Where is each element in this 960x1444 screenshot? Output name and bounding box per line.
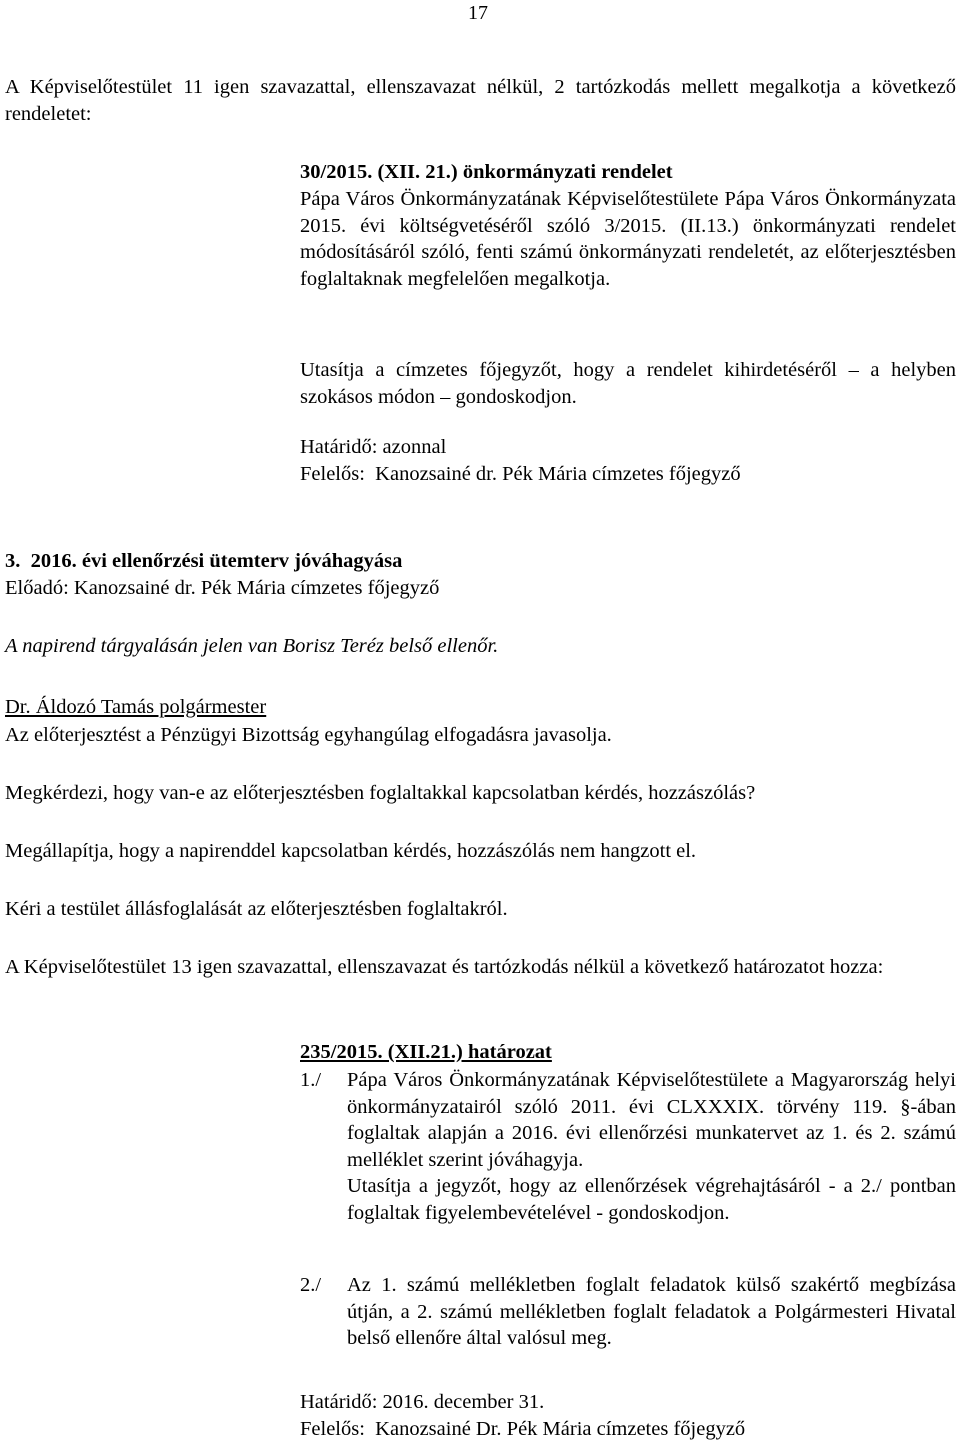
resolution-item-2-text: Az 1. számú mellékletben foglalt feladatok külső szakértő megbízása útján, a 2. számú mellékletben foglalt feladatok a Polgármesteri Hivatal belső ellenőre által valósul meg.	[347, 1274, 956, 1349]
decree-title: 30/2015. (XII. 21.) önkormányzati rendelet	[300, 161, 673, 183]
decree-body: Pápa Város Önkormányzatának Képviselőtestülete Pápa Város Önkormányzata 2015. évi költségvetéséről szóló 3/2015. (II.13.) önkormányzati rendelet módosításáról szóló, fenti számú önkormányzati rendeletét, az előterjesztésben foglaltaknak megfelelően megalkotja.	[300, 188, 956, 290]
resolution-item-1-text: Pápa Város Önkormányzatának Képviselőtestülete a Magyarország helyi önkormányzatairól szóló 2011. évi CLXXXIX. törvény 119. §-ában foglaltak alapján a 2016. évi ellenőrzési munkatervet az 1. és 2. számú melléklet szerint jóváhagyja.	[347, 1069, 956, 1171]
page-number: 17	[468, 2, 488, 24]
resolution-item-2-number: 2./	[300, 1274, 322, 1296]
speaker-name: Dr. Áldozó Tamás polgármester	[5, 696, 267, 718]
paragraph-statement: Megállapítja, hogy a napirenddel kapcsolatban kérdés, hozzászólás nem hangzott el.	[5, 840, 697, 862]
intro-paragraph: A Képviselőtestület 11 igen szavazattal, ellenszavazat nélkül, 2 tartózkodás mellett megalkotja a következő rendeletet:	[5, 76, 956, 125]
resolution-title: 235/2015. (XII.21.) határozat	[300, 1041, 552, 1063]
decree-instruction: Utasítja a címzetes főjegyzőt, hogy a rendelet kihirdetéséről – a helyben szokásos módon – gondoskodjon.	[300, 359, 956, 408]
resolution-item-2	[300, 1272, 956, 1352]
resolution-responsible: Felelős: Kanozsainé Dr. Pék Mária címzetes főjegyző	[300, 1418, 746, 1440]
paragraph-vote: A Képviselőtestület 13 igen szavazattal, ellenszavazat és tartózkodás nélkül a következő határozatot hozza:	[5, 956, 884, 978]
resolution-item-1-instruction: Utasítja a jegyzőt, hogy az ellenőrzések végrehajtásáról - a 2./ pontban foglaltak figyelembevételével - gondoskodjon.	[347, 1175, 956, 1224]
agenda-title: 3. 2016. évi ellenőrzési ütemterv jóváhagyása	[5, 550, 403, 572]
resolution-deadline: Határidő: 2016. december 31.	[300, 1391, 545, 1413]
resolution-item-1	[300, 1067, 956, 1226]
resolution-item-1-number: 1./	[300, 1069, 322, 1091]
paragraph-committee: Az előterjesztést a Pénzügyi Bizottság egyhangúlag elfogadásra javasolja.	[5, 724, 612, 746]
decree-responsible: Felelős: Kanozsainé dr. Pék Mária címzetes főjegyző	[300, 463, 741, 485]
decree-deadline: Határidő: azonnal	[300, 436, 447, 458]
agenda-presenter: Előadó: Kanozsainé dr. Pék Mária címzetes főjegyző	[5, 577, 440, 599]
paragraph-request: Kéri a testület állásfoglalását az előterjesztésben foglaltakról.	[5, 898, 508, 920]
agenda-present: A napirend tárgyalásán jelen van Borisz Teréz belső ellenőr.	[5, 635, 499, 657]
paragraph-question: Megkérdezi, hogy van-e az előterjesztésben foglaltakkal kapcsolatban kérdés, hozzászólás?	[5, 782, 756, 804]
